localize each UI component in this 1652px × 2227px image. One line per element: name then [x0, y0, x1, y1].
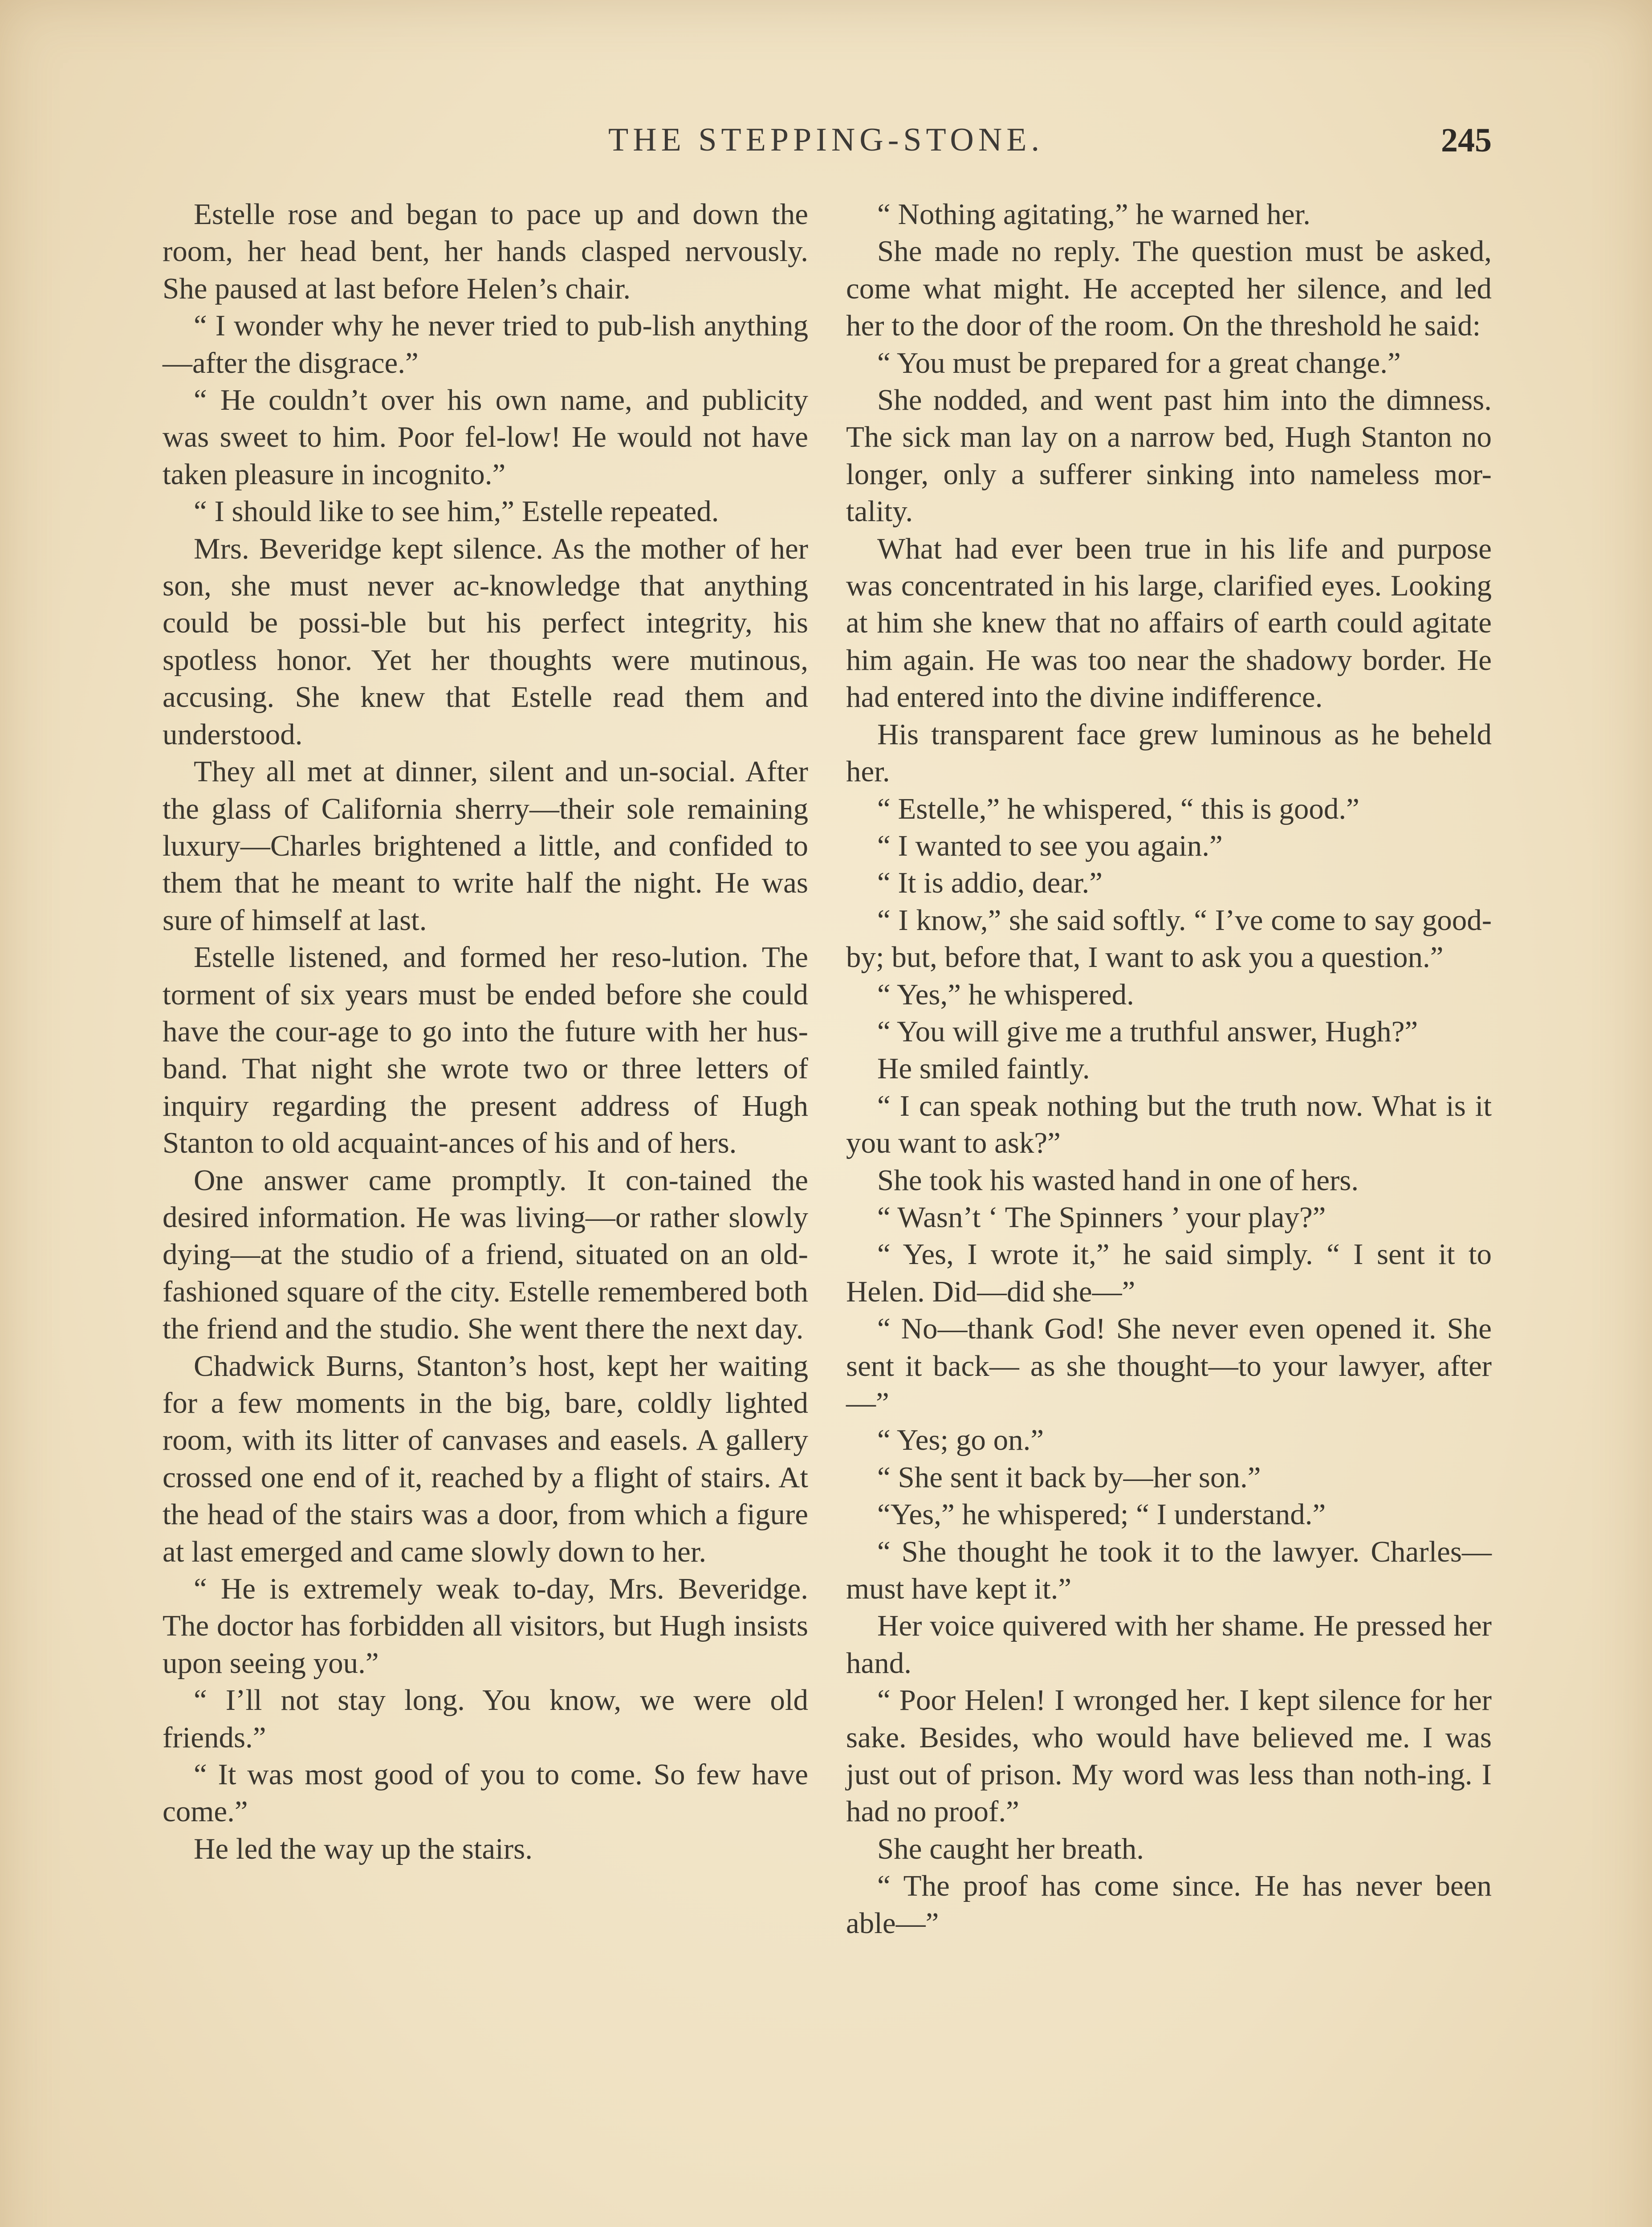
paragraph: “Yes,” he whispered; “ I understand.” — [877, 1498, 1326, 1531]
paragraph: She made no reply. The question must be asked, come what might. He accepted her silence, and led her to the door of the room. On the threshold he said: — [846, 235, 1492, 343]
paragraph: “ I wanted to see you again.” — [877, 829, 1223, 862]
paragraph: “ Yes,” he whispered. — [877, 978, 1134, 1011]
paragraph: What had ever been true in his life and purpose was concentrated in his large, clarified eyes. Looking at him she knew that no affairs of earth could agitate him again. He was too near the shadowy border. He had entered into the divine indifference. — [846, 532, 1492, 714]
paragraph: “ I should like to see him,” Estelle repeated. — [194, 495, 719, 528]
paragraph: His transparent face grew luminous as he beheld her. — [846, 718, 1492, 788]
paragraph: “ Yes, I wrote it,” he said simply. “ I sent it to Helen. Did—did she—” — [846, 1238, 1492, 1308]
paragraph: They all met at dinner, silent and un-social. After the glass of California sherry—their sole remaining luxury—Charles brightened a little, and confided to them that he meant to write half the night. He was sure of himself at last. — [163, 755, 808, 937]
paragraph: “ You must be prepared for a great change.” — [877, 346, 1401, 379]
paragraph: She caught her breath. — [877, 1832, 1144, 1865]
paragraph: One answer came promptly. It con-tained the desired information. He was living—or rather slowly dying—at the studio of a friend, situated on an old-fashioned square of the city. Estelle remembered both the friend and the studio. She went there the next day. — [163, 1163, 808, 1346]
paragraph: Estelle listened, and formed her reso-lution. The torment of six years must be ended before she could have the cour-age to go into the future with her hus-band. That night she wrote two or three letters of inquiry regarding the present address of Hugh Stanton to old acquaint-ances of his and of hers. — [163, 941, 808, 1160]
paragraph: “ I know,” she said softly. “ I’ve come to say good-by; but, before that, I want to ask you a question.” — [846, 903, 1492, 974]
paragraph: “ The proof has come since. He has never been able—” — [846, 1869, 1492, 1940]
paragraph: She took his wasted hand in one of hers. — [877, 1163, 1359, 1197]
paragraph: “ Wasn’t ‘ The Spinners ’ your play?” — [877, 1200, 1326, 1234]
paragraph: “ Yes; go on.” — [877, 1423, 1044, 1457]
page-number: 245 — [1441, 122, 1492, 159]
right-column — [846, 196, 1492, 1942]
paragraph: He smiled faintly. — [877, 1052, 1090, 1085]
page-header — [160, 121, 1492, 166]
paragraph: “ Nothing agitating,” he warned her. — [877, 198, 1311, 231]
paragraph: “ He is extremely weak to-day, Mrs. Beveridge. The doctor has forbidden all visitors, but Hugh insists upon seeing you.” — [163, 1572, 808, 1680]
paragraph: “ She thought he took it to the lawyer. Charles—must have kept it.” — [846, 1535, 1492, 1606]
paragraph: “ Estelle,” he whispered, “ this is good.” — [877, 792, 1359, 825]
paragraph: He led the way up the stairs. — [194, 1832, 533, 1865]
paragraph: “ I wonder why he never tried to pub-lish anything—after the disgrace.” — [163, 309, 808, 379]
left-column — [163, 196, 808, 1868]
paragraph: Her voice quivered with her shame. He pressed her hand. — [846, 1609, 1492, 1680]
paragraph: “ I can speak nothing but the truth now. What is it you want to ask?” — [846, 1089, 1492, 1160]
paragraph: Mrs. Beveridge kept silence. As the mother of her son, she must never ac-knowledge that anything could be possi-ble but his perfect integrity, his spotless honor. Yet her thoughts were mutinous, accusing. She knew that Estelle read them and understood. — [163, 532, 808, 751]
paragraph: “ He couldn’t over his own name, and publicity was sweet to him. Poor fel-low! He would not have taken pleasure in incognito.” — [163, 383, 808, 491]
running-title: THE STEPPING-STONE. — [608, 122, 1044, 158]
paragraph: “ You will give me a truthful answer, Hugh?” — [877, 1015, 1418, 1048]
paragraph: Chadwick Burns, Stanton’s host, kept her waiting for a few moments in the big, bare, coldly lighted room, with its litter of canvases and easels. A gallery crossed one end of it, reached by a flight of stairs. At the head of the stairs was a door, from which a figure at last emerged and came slowly down to her. — [163, 1349, 808, 1568]
paragraph: She nodded, and went past him into the dimness. The sick man lay on a narrow bed, Hugh Stanton no longer, only a sufferer sinking into nameless mor-tality. — [846, 383, 1492, 528]
paragraph: “ I’ll not stay long. You know, we were old friends.” — [163, 1684, 808, 1754]
paragraph: Estelle rose and began to pace up and down the room, her head bent, her hands clasped nervously. She paused at last before Helen’s chair. — [163, 198, 808, 305]
paragraph: “ Poor Helen! I wronged her. I kept silence for her sake. Besides, who would have believed me. I was just out of prison. My word was less than noth-ing. I had no proof.” — [846, 1684, 1492, 1828]
paragraph: “ It is addio, dear.” — [877, 866, 1103, 900]
paragraph: “ No—thank God! She never even opened it. She sent it back— as she thought—to your lawyer, after—” — [846, 1312, 1492, 1419]
paragraph: “ It was most good of you to come. So few have come.” — [163, 1758, 808, 1828]
paragraph: “ She sent it back by—her son.” — [877, 1460, 1261, 1494]
